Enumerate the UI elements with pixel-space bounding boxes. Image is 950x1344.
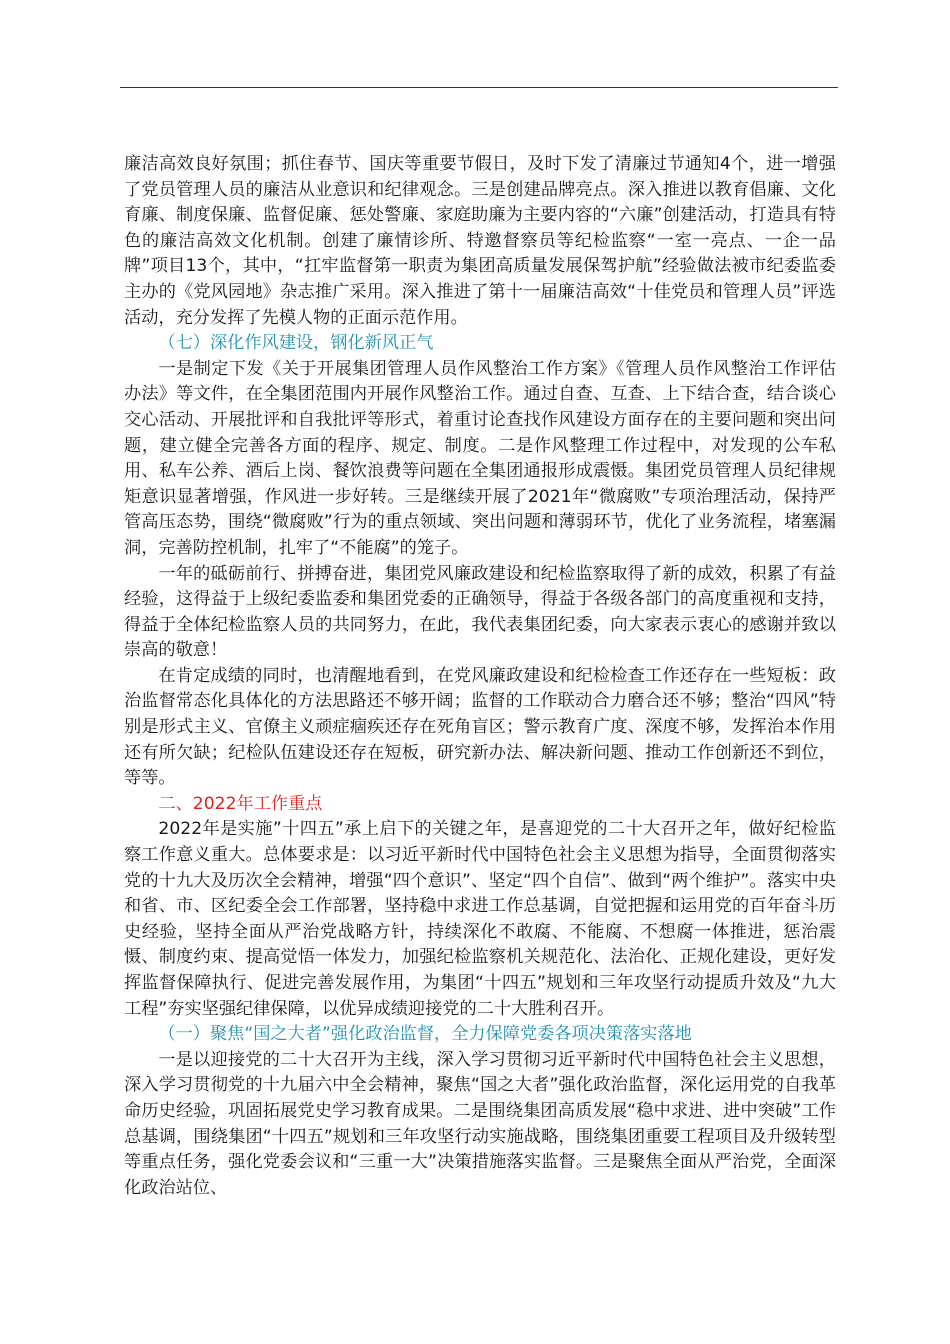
paragraph-body: 一年的砥砺前行、拼搏奋进，集团党风廉政建设和纪检监察取得了新的成效，积累了有益经验，这得益于上级纪委监委和集团党委的正确领导，得益于各级各部门的高度重视和支持，得益于全体纪检监察人员的共同努力，在此，我代表集团纪委，向大家表示衷心的感谢并致以崇高的敬意！ <box>124 563 836 661</box>
paragraph-body: 2022年是实施”十四五”承上启下的关键之年，是喜迎党的二十大召开之年，做好纪检监察工作意义重大。总体要求是：以习近平新时代中国特色社会主义思想为指导，全面贯彻落实党的十九大及历次全会精神，增强“四个意识”、坚定“四个自信”、做到“两个维护”。落实中央和省、市、区纪委全会工作部署，坚持稳中求进工作总基调，自觉把握和运用党的百年奋斗历史经验，坚持全面从严治党战略方针，持续深化不敢腐、不能腐、不想腐一体推进，惩治震慑、制度约束、提高觉悟一体发力，加强纪检监察机关规范化、法治化、正规化建设，更好发挥监督保障执行、促进完善发展作用，为集团“十四五”规划和三年攻坚行动提质升效及“九大工程”夯实坚强纪律保障，以优异成绩迎接党的二十大胜利召开。 <box>124 819 836 1019</box>
paragraph-continuation: 廉洁高效良好氛围；抓住春节、国庆等重要节假日，及时下发了清廉过节通知4个，进一增强了党员管理人员的廉洁从业意识和纪律观念。三是创建品牌亮点。深入推进以教育倡廉、文化育廉、制度保廉、监督促廉、惩处警廉、家庭助廉为主要内容的“六廉”创建活动，打造具有特色的廉洁高效文化机制。创建了廉情诊所、特邀督察员等纪检监察“一室一亮点、一企一品牌”项目13个，其中，“扛牢监督第一职责为集团高质量发展保驾护航”经验做法被市纪委监委主办的《党风园地》杂志推广采用。深入推进了第十一届廉洁高效“十佳党员和管理人员”评选活动，充分发挥了先模人物的正面示范作用。 <box>124 154 836 328</box>
section-heading-two: 二、2022年工作重点 <box>158 793 323 814</box>
header-rule <box>120 87 838 88</box>
document-body <box>124 152 836 1201</box>
paragraph-body: 一是以迎接党的二十大召开为主线，深入学习贯彻习近平新时代中国特色社会主义思想，深入学习贯彻党的十九届六中全会精神，聚焦“国之大者”强化政治监督，深化运用党的自我革命历史经验，巩固拓展党史学习教育成果。二是围绕集团高质发展“稳中求进、进中突破”工作总基调，围绕集团“十四五”规划和三年攻坚行动实施战略，围绕集团重要工程项目及升级转型等重点任务，强化党委会议和“三重一大”决策措施落实监督。三是聚焦全面从严治党，全面深化政治站位、 <box>124 1049 836 1198</box>
section-subheading-one: （一）聚焦“国之大者”强化政治监督，全力保障党委各项决策落实落地 <box>158 1024 692 1045</box>
paragraph-body: 在肯定成绩的同时，也清醒地看到，在党风廉政建设和纪检检查工作还存在一些短板：政治监督常态化具体化的方法思路还不够开阔；监督的工作联动合力磨合还不够；整治“四风”特别是形式主义、官僚主义顽症痼疾还存在死角盲区；警示教育广度、深度不够，发挥治本作用还有所欠缺；纪检队伍建设还存在短板，研究新办法、解决新问题、推动工作创新还不到位，等等。 <box>124 665 836 789</box>
paragraph-body: 一是制定下发《关于开展集团管理人员作风整治工作方案》《管理人员作风整治工作评估办法》等文件，在全集团范围内开展作风整治工作。通过自查、互查、上下结合查，结合谈心交心活动、开展批评和自我批评等形式，着重讨论查找作风建设方面存在的主要问题和突出问题，建立健全完善各方面的程序、规定、制度。二是作风整理工作过程中，对发现的公车私用、私车公养、酒后上岗、餐饮浪费等问题在全集团通报形成震慑。集团党员管理人员纪律规矩意识显著增强，作风进一步好转。三是继续开展了2021年“微腐败”专项治理活动，保持严管高压态势，围绕“微腐败”行为的重点领域、突出问题和薄弱环节，优化了业务流程，堵塞漏洞，完善防控机制，扎牢了“不能腐”的笼子。 <box>124 358 836 558</box>
section-subheading-seven: （七）深化作风建设，钢化新风正气 <box>158 333 434 354</box>
